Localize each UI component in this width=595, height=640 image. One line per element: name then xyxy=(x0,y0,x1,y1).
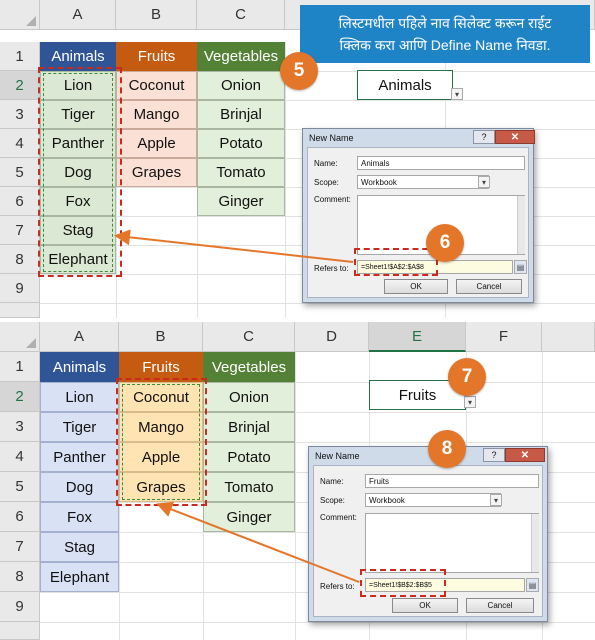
fruit-cell[interactable]: Grapes xyxy=(116,158,197,187)
vegetable-cell[interactable]: Brinjal xyxy=(203,412,295,442)
vegetable-cell[interactable]: Ginger xyxy=(203,502,295,532)
callout-line-2: क्लिक करा आणि Define Name निवडा. xyxy=(339,37,551,53)
instruction-callout xyxy=(300,5,590,63)
refers-to-field[interactable]: =Sheet1!$B$2:$B$5 xyxy=(365,578,525,592)
animal-cell[interactable]: Panther xyxy=(40,129,116,158)
row-header-3[interactable]: 3 xyxy=(0,100,40,129)
ok-button[interactable]: OK xyxy=(392,598,458,613)
row-header-9[interactable]: 9 xyxy=(0,274,40,303)
cancel-button[interactable]: Cancel xyxy=(456,279,522,294)
bottom-panel xyxy=(0,322,595,640)
animal-cell[interactable]: Dog xyxy=(40,472,119,502)
animal-cell[interactable]: Fox xyxy=(40,502,119,532)
scope-select[interactable]: Workbook xyxy=(365,493,501,507)
scope-dropdown-icon[interactable]: ▾ xyxy=(478,176,490,188)
column-header-a[interactable]: A xyxy=(40,0,116,30)
vegetable-cell[interactable]: Onion xyxy=(197,71,285,100)
scope-label: Scope: xyxy=(320,496,345,505)
animal-cell[interactable]: Elephant xyxy=(40,245,116,274)
fruit-cell[interactable]: Coconut xyxy=(116,71,197,100)
refers-to-label: Refers to: xyxy=(314,264,349,273)
row-header-7[interactable]: 7 xyxy=(0,532,40,562)
row-header-6[interactable]: 6 xyxy=(0,187,40,216)
refers-to-label: Refers to: xyxy=(320,582,355,591)
step-badge-7: 7 xyxy=(448,358,486,396)
animal-cell[interactable]: Fox xyxy=(40,187,116,216)
column-header-a[interactable]: A xyxy=(40,322,119,352)
row-header-7[interactable]: 7 xyxy=(0,216,40,245)
arrow-8 xyxy=(0,322,595,640)
vegetable-cell[interactable]: Potato xyxy=(203,442,295,472)
dialog-title: New Name xyxy=(309,133,354,143)
row-header-8[interactable]: 8 xyxy=(0,562,40,592)
fruit-cell[interactable]: Grapes xyxy=(119,472,203,502)
row-header-5[interactable]: 5 xyxy=(0,472,40,502)
animals-header-cell[interactable]: Animals xyxy=(40,42,116,71)
row-header-1[interactable]: 1 xyxy=(0,42,40,71)
help-button[interactable]: ? xyxy=(483,448,505,462)
comment-label: Comment: xyxy=(320,513,357,522)
callout-line-1: लिस्टमधील पहिले नाव सिलेक्ट करून राईट xyxy=(338,15,552,31)
animal-cell[interactable]: Lion xyxy=(40,71,116,100)
animal-cell[interactable]: Panther xyxy=(40,442,119,472)
dialog-title: New Name xyxy=(315,451,360,461)
row-header-4[interactable]: 4 xyxy=(0,129,40,158)
scope-label: Scope: xyxy=(314,178,339,187)
scope-dropdown-icon[interactable]: ▾ xyxy=(490,494,502,506)
vegetables-header-cell[interactable]: Vegetables xyxy=(197,42,285,71)
name-field[interactable]: Animals xyxy=(357,156,525,170)
step-badge-5: 5 xyxy=(280,52,318,90)
name-box[interactable]: Fruits xyxy=(369,380,466,410)
fruit-cell[interactable]: Coconut xyxy=(119,382,203,412)
row-header-6[interactable]: 6 xyxy=(0,502,40,532)
column-header-c[interactable]: C xyxy=(197,0,285,30)
vegetable-cell[interactable]: Potato xyxy=(197,129,285,158)
row-header-2[interactable]: 2 xyxy=(0,71,40,100)
top-panel xyxy=(0,0,595,318)
animal-cell[interactable]: Stag xyxy=(40,532,119,562)
column-header-b[interactable]: B xyxy=(119,322,203,352)
animal-cell[interactable]: Dog xyxy=(40,158,116,187)
column-header-f[interactable]: F xyxy=(466,322,542,352)
fruit-cell[interactable]: Apple xyxy=(116,129,197,158)
column-header-b[interactable]: B xyxy=(116,0,197,30)
scope-select[interactable]: Workbook xyxy=(357,175,489,189)
dropdown-arrow-icon[interactable]: ▾ xyxy=(451,88,463,100)
help-button[interactable]: ? xyxy=(473,130,495,144)
animal-cell[interactable]: Lion xyxy=(40,382,119,412)
fruits-header-cell[interactable]: Fruits xyxy=(119,352,203,382)
vegetables-header-cell[interactable]: Vegetables xyxy=(203,352,295,382)
close-button[interactable]: ✕ xyxy=(505,448,545,462)
comment-label: Comment: xyxy=(314,195,351,204)
column-header-c[interactable]: C xyxy=(203,322,295,352)
name-label: Name: xyxy=(320,477,344,486)
column-header-d[interactable]: D xyxy=(295,322,369,352)
animal-cell[interactable]: Tiger xyxy=(40,100,116,129)
row-header-8[interactable]: 8 xyxy=(0,245,40,274)
name-label: Name: xyxy=(314,159,338,168)
column-header-e[interactable]: E xyxy=(369,322,466,352)
row-header-5[interactable]: 5 xyxy=(0,158,40,187)
animals-header-cell[interactable]: Animals xyxy=(40,352,119,382)
fruit-cell[interactable]: Apple xyxy=(119,442,203,472)
collapse-dialog-icon[interactable]: ▤ xyxy=(526,578,539,592)
vegetable-cell[interactable]: Tomato xyxy=(203,472,295,502)
fruits-header-cell[interactable]: Fruits xyxy=(116,42,197,71)
collapse-dialog-icon[interactable]: ▤ xyxy=(514,260,527,274)
animal-cell[interactable]: Tiger xyxy=(40,412,119,442)
dropdown-arrow-icon[interactable]: ▾ xyxy=(464,396,476,408)
row-header-3[interactable]: 3 xyxy=(0,412,40,442)
fruit-cell[interactable]: Mango xyxy=(119,412,203,442)
vegetable-cell[interactable]: Brinjal xyxy=(197,100,285,129)
vegetable-cell[interactable]: Tomato xyxy=(197,158,285,187)
refers-to-field[interactable]: =Sheet1!$A$2:$A$8 xyxy=(357,260,513,274)
vegetable-cell[interactable]: Ginger xyxy=(197,187,285,216)
step-badge-6: 6 xyxy=(426,224,464,262)
cancel-button[interactable]: Cancel xyxy=(466,598,534,613)
row-header-9[interactable]: 9 xyxy=(0,592,40,622)
row-header-1[interactable]: 1 xyxy=(0,352,40,382)
row-header-2[interactable]: 2 xyxy=(0,382,40,412)
animal-cell[interactable]: Stag xyxy=(40,216,116,245)
step-badge-8: 8 xyxy=(428,430,466,468)
row-header-4[interactable]: 4 xyxy=(0,442,40,472)
close-button[interactable]: ✕ xyxy=(495,130,535,144)
ok-button[interactable]: OK xyxy=(384,279,448,294)
name-field[interactable]: Fruits xyxy=(365,474,539,488)
animal-cell[interactable]: Elephant xyxy=(40,562,119,592)
fruit-cell[interactable]: Mango xyxy=(116,100,197,129)
name-box[interactable]: Animals xyxy=(357,70,453,100)
vegetable-cell[interactable]: Onion xyxy=(203,382,295,412)
